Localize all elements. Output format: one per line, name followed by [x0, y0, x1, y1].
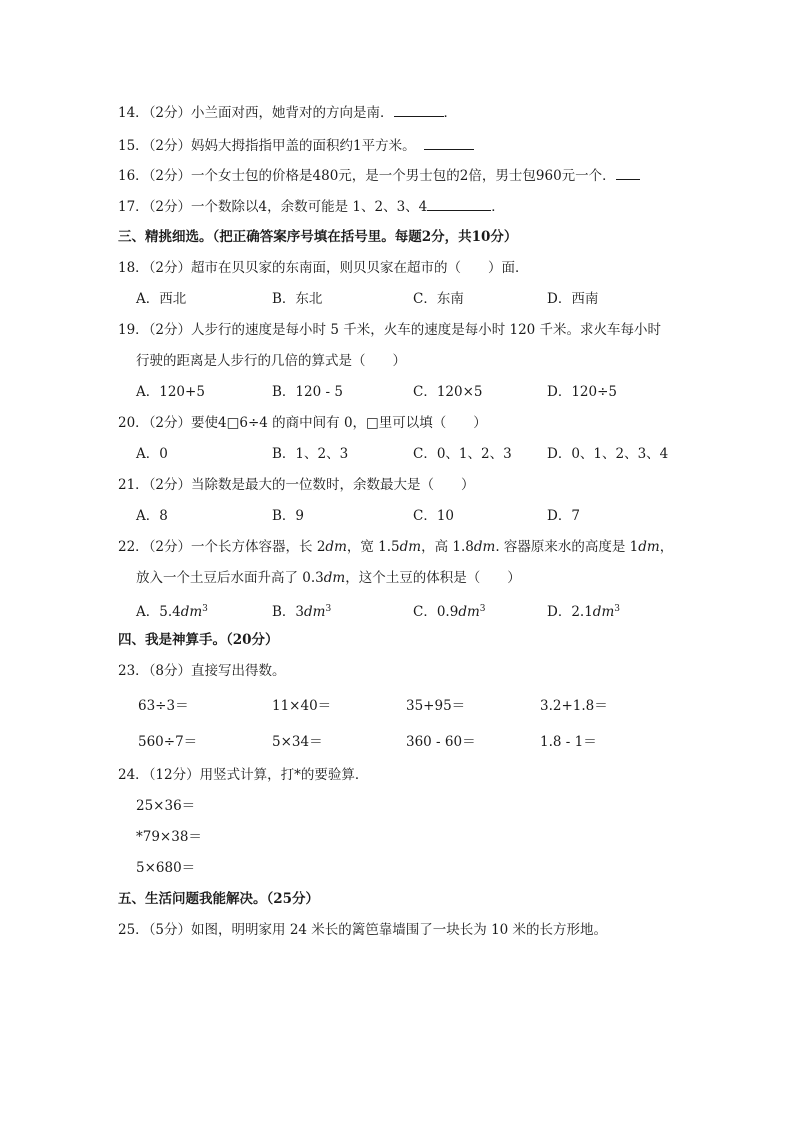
section-5-title: 五、生活问题我能解决。（25分） — [118, 891, 320, 907]
question-score: （2分） — [148, 105, 192, 121]
question-text: 一个数除以4，余数可能是 1、2、3、4 — [191, 199, 428, 215]
option-c[interactable]: C．东南 — [413, 291, 464, 307]
question-text: 小兰面对西，她背对的方向是南． — [191, 105, 394, 121]
question-number: 24． — [118, 767, 149, 783]
unit-dm: dm — [325, 539, 347, 555]
option-value: D．2.1 — [547, 604, 593, 620]
option-d[interactable] — [547, 599, 620, 622]
question-end: ． — [443, 105, 458, 121]
unit-exponent: 3 — [202, 604, 208, 614]
question-text: 要使4□6÷4 的商中间有 0，□里可以填（ ） — [191, 415, 487, 431]
question-14 — [118, 102, 457, 123]
unit-dm: dm — [180, 604, 203, 620]
question-number: 17． — [118, 199, 149, 215]
calc-row-2 — [138, 732, 698, 752]
question-24 — [118, 765, 368, 785]
unit-dm: dm — [304, 604, 326, 620]
answer-blank[interactable] — [616, 165, 640, 180]
question-20-options — [136, 444, 696, 464]
question-21 — [118, 475, 475, 495]
option-c[interactable] — [413, 599, 486, 622]
unit-exponent: 3 — [325, 604, 332, 614]
question-22-options — [136, 599, 696, 619]
question-number: 22． — [118, 539, 149, 555]
question-score: （2分） — [148, 539, 192, 555]
question-18 — [118, 258, 529, 278]
question-score: （5分） — [148, 922, 192, 938]
calc-item: 11×40＝ — [272, 698, 332, 714]
option-d[interactable]: D．0、1、2、3、4 — [547, 446, 669, 462]
question-23 — [118, 661, 286, 681]
option-d[interactable]: D．120÷5 — [547, 384, 617, 400]
unit-dm: dm — [458, 604, 480, 620]
answer-blank[interactable] — [394, 102, 444, 117]
question-score: （2分） — [148, 477, 192, 493]
option-a[interactable]: A．120+5 — [136, 384, 205, 400]
question-number: 25． — [118, 922, 149, 938]
vertical-calc-item: *79×38＝ — [136, 829, 202, 845]
question-text: 超市在贝贝家的东南面，则贝贝家在超市的（ ）面． — [191, 260, 529, 276]
calc-item: 35+95＝ — [406, 698, 466, 714]
calc-item: 560÷7＝ — [138, 734, 198, 750]
unit-exponent: 3 — [614, 604, 620, 614]
question-score: （12分） — [148, 767, 200, 783]
question-number: 18． — [118, 260, 149, 276]
question-19-text-line2: 行驶的距离是人步行的几倍的算式是（ ） — [136, 353, 406, 369]
question-19 — [118, 320, 661, 340]
answer-blank[interactable] — [424, 135, 474, 150]
question-number: 19． — [118, 322, 149, 338]
question-score: （2分） — [148, 322, 192, 338]
option-d[interactable]: D．西南 — [547, 291, 599, 307]
question-number: 21． — [118, 477, 149, 493]
option-value: B．3 — [272, 604, 305, 620]
question-number: 20． — [118, 415, 149, 431]
calc-row-1 — [138, 696, 698, 716]
option-b[interactable]: B．东北 — [272, 291, 323, 307]
question-22 — [118, 537, 673, 557]
option-d[interactable]: D．7 — [547, 508, 580, 524]
question-number: 15． — [118, 138, 149, 154]
question-score: （2分） — [148, 199, 192, 215]
question-end: ． — [491, 199, 505, 215]
question-number: 16． — [118, 168, 149, 184]
unit-dm: dm — [473, 539, 496, 555]
question-20 — [118, 413, 487, 433]
question-text: 一个女士包的价格是480元，是一个男士包的2倍，男士包960元一个． — [191, 168, 616, 184]
unit-dm: dm — [638, 539, 660, 555]
option-c[interactable]: C．10 — [413, 508, 455, 524]
section-3-title: 三、精挑细选。（把正确答案序号填在括号里。每题2分，共10分） — [118, 229, 518, 245]
option-c[interactable]: C．0、1、2、3 — [413, 446, 512, 462]
calc-item: 360 - 60＝ — [406, 734, 476, 750]
text-part: ，高 1.8 — [421, 539, 474, 555]
calc-item: 1.8 - 1＝ — [540, 734, 597, 750]
question-text: 当除数是最大的一位数时，余数最大是（ ） — [191, 477, 475, 493]
question-score: （2分） — [148, 260, 192, 276]
question-text: 直接写出得数。 — [191, 663, 286, 679]
question-text: 妈妈大拇指指甲盖的面积约1平方米。 — [191, 138, 416, 154]
calc-item: 5×34＝ — [272, 734, 323, 750]
text-part: 放入一个土豆后水面升高了 0.3 — [136, 570, 324, 586]
question-score: （2分） — [148, 138, 192, 154]
option-b[interactable]: B．120 - 5 — [272, 384, 343, 400]
section-4-title: 四、我是神算手。（20分） — [118, 632, 279, 648]
option-a[interactable] — [136, 599, 208, 622]
unit-dm: dm — [399, 539, 422, 555]
text-part: . 容器原来水的高度是 1 — [495, 539, 639, 555]
option-a[interactable]: A．8 — [136, 508, 168, 524]
question-16 — [118, 165, 640, 186]
vertical-calc-item: 5×680＝ — [136, 860, 196, 876]
option-b[interactable]: B．9 — [272, 508, 305, 524]
option-value: C．0.9 — [413, 604, 459, 620]
question-22-text-line2 — [136, 568, 521, 588]
vertical-calc-item: 25×36＝ — [136, 798, 196, 814]
calc-item: 3.2+1.8＝ — [540, 698, 608, 714]
option-b[interactable] — [272, 599, 331, 622]
option-value: A．5.4 — [136, 604, 181, 620]
question-score: （2分） — [148, 415, 192, 431]
text-part: ， — [659, 539, 674, 555]
unit-dm: dm — [323, 570, 346, 586]
question-17 — [118, 196, 505, 217]
question-score: （8分） — [148, 663, 192, 679]
question-text: 人步行的速度是每小时 5 千米，火车的速度是每小时 120 千米。求火车每小时 — [191, 322, 662, 338]
calc-item: 63÷3＝ — [138, 698, 189, 714]
text-part: 一个长方体容器，长 2 — [191, 539, 326, 555]
question-score: （2分） — [148, 168, 192, 184]
unit-dm: dm — [592, 604, 615, 620]
question-text: 用竖式计算，打*的要验算． — [199, 767, 369, 783]
option-a[interactable]: A．西北 — [136, 291, 187, 307]
option-a[interactable]: A．0 — [136, 446, 168, 462]
text-part: ，宽 1.5 — [346, 539, 400, 555]
option-c[interactable]: C．120×5 — [413, 384, 483, 400]
question-15 — [118, 135, 474, 156]
answer-blank[interactable] — [427, 196, 491, 211]
question-number: 14． — [118, 105, 149, 121]
question-text: 如图，明明家用 24 米长的篱笆靠墙围了一块长为 10 米的长方形地。 — [191, 922, 608, 938]
question-19-options — [136, 382, 696, 402]
question-18-options — [136, 289, 696, 309]
unit-exponent: 3 — [479, 604, 486, 614]
option-b[interactable]: B．1、2、3 — [272, 446, 349, 462]
text-part: ，这个土豆的体积是（ ） — [345, 570, 521, 586]
question-21-options — [136, 506, 696, 526]
question-25 — [118, 920, 607, 940]
question-number: 23． — [118, 663, 149, 679]
